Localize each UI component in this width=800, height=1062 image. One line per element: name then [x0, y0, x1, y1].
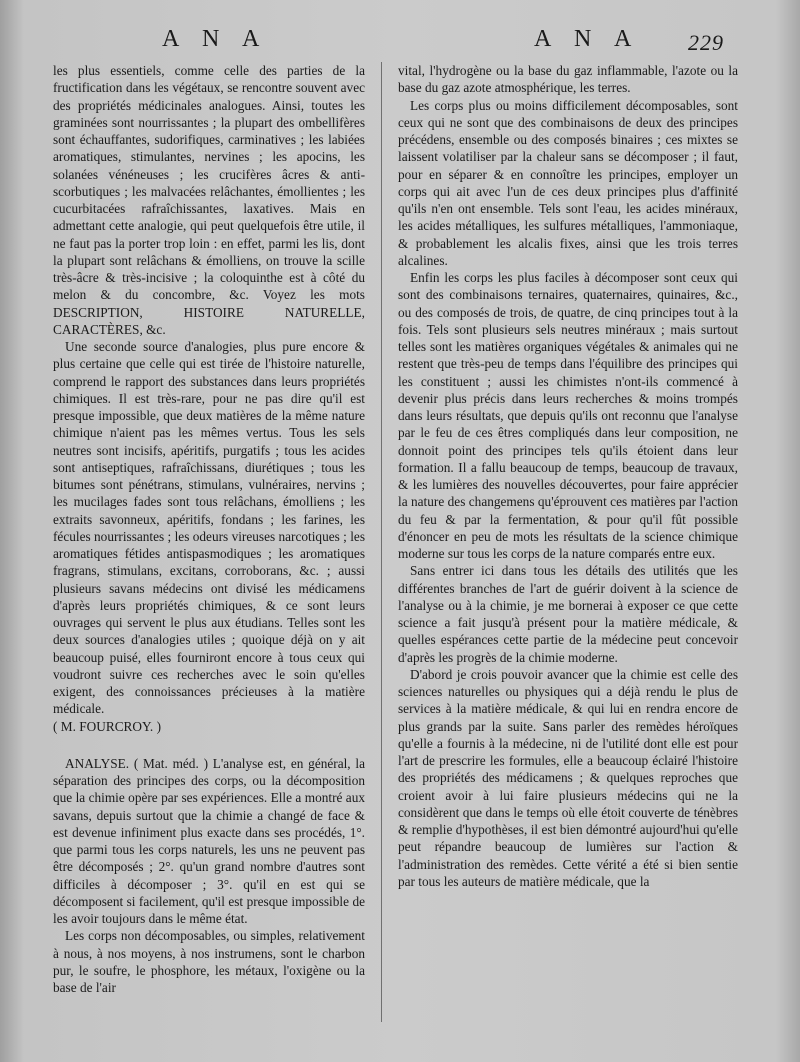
paragraph-ternary-compounds: Enfin les corps les plus faciles à décomposer sont ceux qui sont des combinaisons ternaires, quaternaires, quinaires, &c., ou des composés de trois, de quatre, de cinq principes tout à la fois. Tels sont plusieurs sels neutres minéraux ; mais surtout telles sont les matières organiques végétales & animales qui ne restent que très-peu de temps dans l'équilibre des principes qui les constituent ; aussi les chimistes n'ont-ils commencé à devenir plus précis dans leurs recherches & moins trompés dans leurs résultats, que depuis qu'ils ont reconnu que l'analyse par le feu de ces êtres compliqués dans leur composition, ne donnoit point des principes tels qu'ils étoient dans leur formation. Il a fallu beaucoup de temps, beaucoup de travaux, & les lumières des nouvelles découvertes, pour faire apprécier la nature des changemens qu'éprouvent ces matières par l'action du feu & par la fermentation, & pour qu'il fût possible d'énoncer en peu de mots les résultats de la science chimique moderne sur tous les corps de la nature comparés entre eux. — [398, 270, 738, 561]
paragraph-analogies-plants: les plus essentiels, comme celle des parties de la fructification dans les végétaux, se rencontre souvent avec des propriétés médicinales analogues. Ainsi, toutes les graminées sont nourrissantes ; la plupart des ombellifères sont échauffantes, sudorifiques, carminatives ; les labiées aromatiques, stimulantes, nervines ; les apocins, les solanées vénéneuses ; les crucifères âcres & anti-scorbutiques ; les malvacées relâchantes, émollientes ; les cucurbitacées rafraîchissantes, laxatives. Mais en admettant cette analogie, qui peut quelquefois être utile, il ne faut pas la porter trop loin : en effet, parmi les lis, dont la plupart sont relâchans & émolliens, on trouve la scille très-âcre & très-incisive ; la coloquinthe est à côté du melon & du concombre, &c. Voyez les mots DESCRIPTION, HISTOIRE NATURELLE, CARACTÈRES, &c. — [53, 63, 365, 337]
paragraph-simple-bodies: Les corps non décomposables, ou simples, relativement à nous, à nos moyens, à nos instrumens, sont le charbon pur, le soufre, le phosphore, les métaux, l'oxigène ou la base de l'air — [53, 928, 365, 995]
left-running-head: A N A — [162, 26, 269, 52]
right-running-head: A N A — [534, 26, 641, 52]
paragraph-binary-compounds: Les corps plus ou moins difficilement décomposables, sont ceux qui ne sont que des combinaisons de deux des principes précédens, ensemble ou des composés binaires ; ces mixtes se laissent volatiliser par la chaleur sans se décomposer ; il faut, pour en séparer & en connoître les principes, employer un corps qui ait avec l'un de ces deux principes plus d'affinité qu'ils n'en ont ensemble. Tels sont l'eau, les acides minéraux, les acides métalliques, les sulfures métalliques, l'ammoniaque, & probablement les alcalis fixes, ainsi que les trois terres alcalines. — [398, 97, 738, 268]
running-header — [0, 26, 800, 56]
column-divider — [381, 62, 382, 1022]
paragraph-continuation: vital, l'hydrogène ou la base du gaz inflammable, l'azote ou la base du gaz azote atmosphérique, les terres. — [398, 63, 738, 96]
paragraph-utilities: Sans entrer ici dans tous les détails des utilités que les différentes branches de l'art de guérir doivent à la science de l'analyse ou à la chimie, je me bornerai à exposer ce que cette science a fait jusqu'à présent pour la matière médicale, & quelles espérances cette partie de la médecine peut concevoir d'après les progrès de la chimie moderne. — [398, 563, 738, 665]
paragraph-analogies-chemistry: Une seconde source d'analogies, plus pure encore & plus certaine que celle qui est tirée de l'histoire naturelle, comprend le rapport des substances dans leurs propriétés chimiques. Il est très-rare, pour ne pas dire qu'il est presque impossible, que deux matières de la même nature chimique n'aient pas les mêmes vertus. Tous les sels neutres sont incisifs, apéritifs, purgatifs ; tous les acides sont antiseptiques, rafraîchissans, diurétiques ; tous les bitumes sont pénétrans, stimulans, vulnéraires, nervins ; les mucilages fades sont tous relâchans, émolliens ; les extraits savonneux, apéritifs, fondans ; les farines, les fécules nourrissantes ; les odeurs vireuses narcotiques ; les aromatiques fétides antispasmodiques ; les aromatiques fragrans, stimulans, excitans, corroborans, &c. ; aussi plusieurs savans médecins ont divisé les médicamens d'après leurs propriétés chimiques, & ce sont leurs ouvrages qui servent le plus aux étudians. Telles sont les deux sources d'analogies utiles ; quoique déjà on y ait beaucoup puisé, elles fourniront encore à tous ceux qui voudront suivre ces recherches avec le soin qu'elles exigent, des connoissances précieuses à la matière médicale. — [53, 339, 365, 717]
paragraph-analyse-entry: ANALYSE. ( Mat. méd. ) L'analyse est, en général, la séparation des principes des corps, ou la décomposition que la chimie opère par ses expériences. Elle a montré aux savans, depuis surtout que la chimie a changé de face & est devenue infiniment plus exacte dans ses procédés, 1°. que parmi tous les corps naturels, les uns ne peuvent pas être décomposés ; 2°. qu'un grand nombre d'autres sont difficiles à décomposer ; 3°. qu'il en est qui se décomposent si facilement, qu'il est presque impossible de les avoir toujours dans le même état. — [53, 755, 365, 926]
author-signature: ( M. FOURCROY. ) — [53, 718, 161, 734]
page-number: 229 — [688, 30, 724, 55]
left-column — [53, 62, 365, 996]
right-column — [398, 62, 738, 890]
paragraph-chemistry-services: D'abord je crois pouvoir avancer que la chimie est celle des sciences naturelles ou physiques qui a déjà rendu le plus de services à la matière médicale, & qui lui en rendra encore de plus grands par la suite. Sans parler des remèdes héroïques qu'elle a fournis à la médecine, ni de l'utilité dont elle est pour l'art de prescrire les formules, elle a beaucoup éclairé l'histoire des propriétés des médicamens ; & quelques reproches que croient avoir à lui faire plusieurs médecins qui ne la considèrent que dans le temps où elle étoit couverte de ténèbres & remplie d'hypothèses, il est bien démontré aujourd'hui qu'elle peut répandre beaucoup de lumières sur l'action & l'administration des remèdes. Cette vérité a été si bien sentie par tous les auteurs de matière médicale, que la — [398, 666, 738, 889]
